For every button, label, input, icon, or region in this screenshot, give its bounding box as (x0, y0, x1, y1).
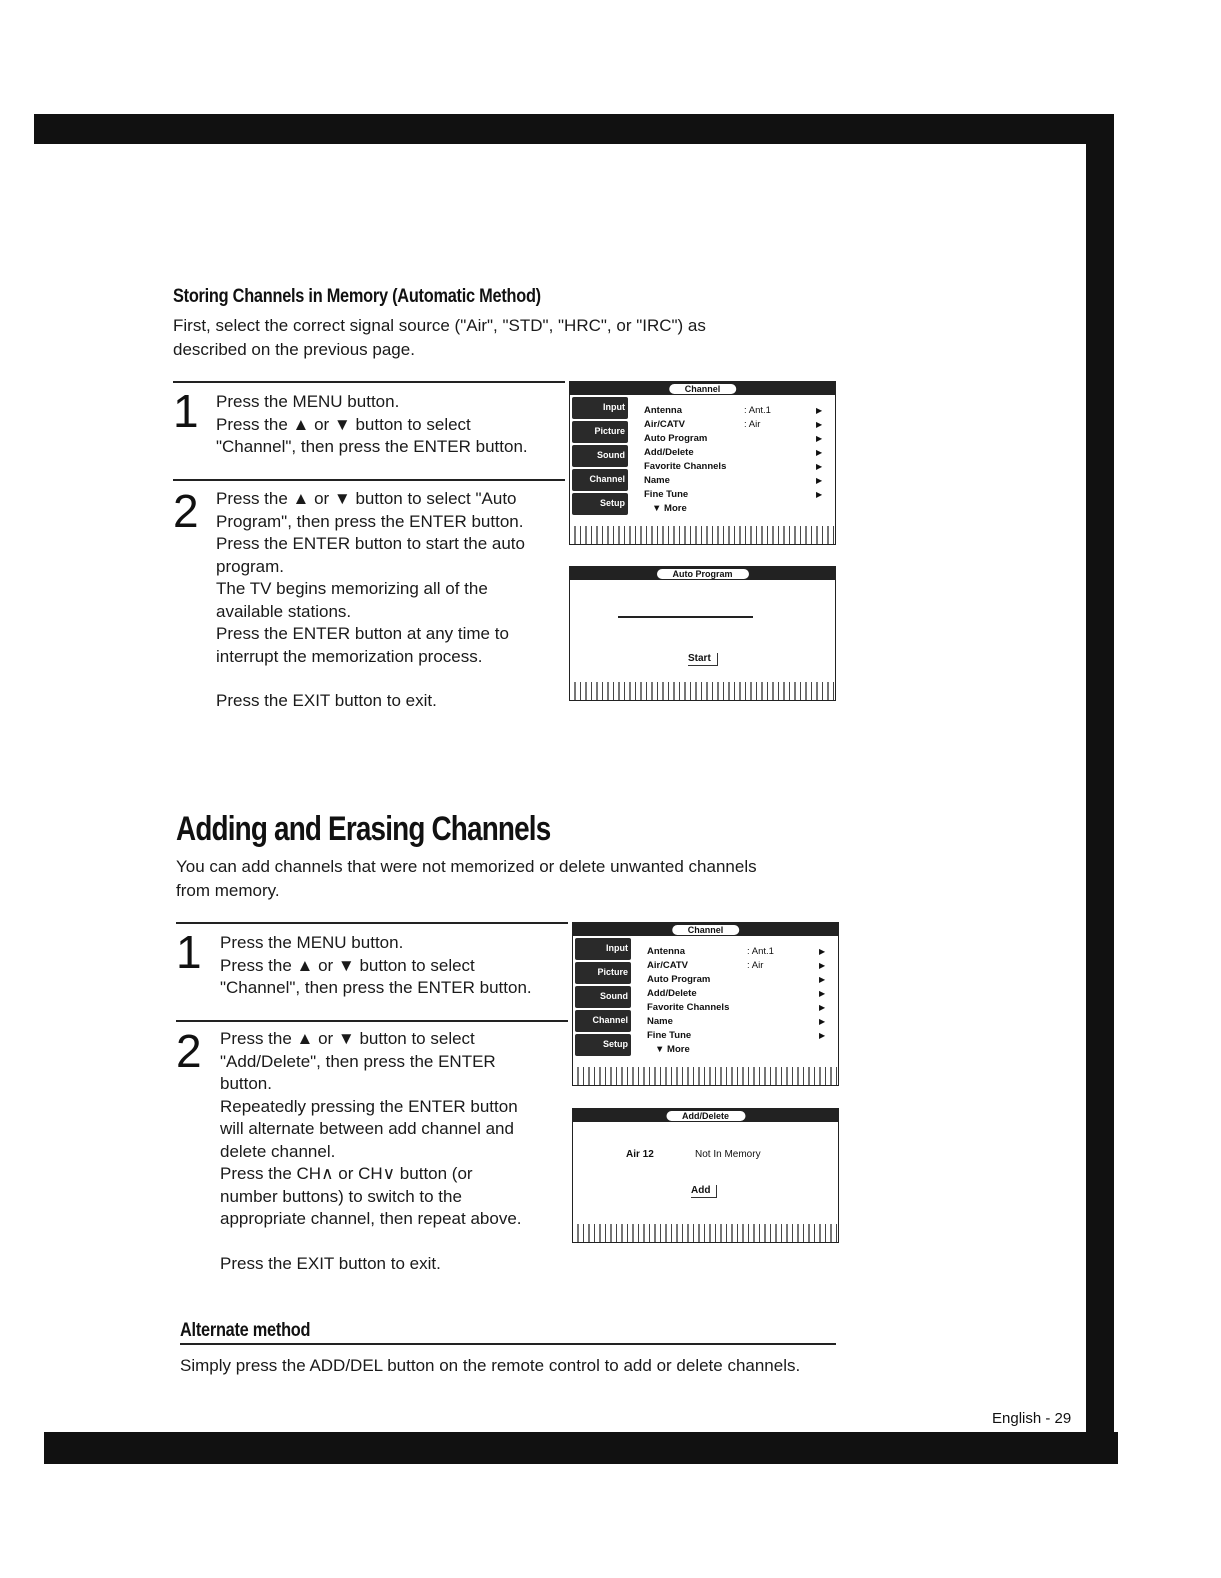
progress-line (618, 616, 753, 618)
s1-step2-line: program. (216, 556, 285, 576)
page-number: English - 29 (992, 1410, 1072, 1427)
tv-channel-menu-screen (569, 381, 836, 545)
osd-title: Channel (668, 383, 738, 395)
osd-menu-item: Antenna : Ant.1 ▶ (644, 405, 823, 416)
tv-auto-program-screen (569, 566, 836, 701)
tv-channel-menu-screen (572, 922, 839, 1086)
section2-heading: Adding and Erasing Channels (176, 810, 551, 848)
s1-step2-line: The TV begins memorizing all of the (216, 579, 488, 598)
step2-divider (173, 479, 565, 481)
arrow-right-icon: ▶ (819, 1031, 826, 1040)
arrow-right-icon: ▶ (816, 462, 823, 471)
osd-menu-item: Favorite Channels ▶ (644, 461, 823, 472)
s2-step2-line: number buttons) to switch to the (220, 1186, 462, 1206)
osd-title: Auto Program (655, 568, 749, 580)
osd-title: Add/Delete (665, 1110, 746, 1122)
osd-menu-item: Name ▶ (647, 1016, 826, 1027)
arrow-right-icon: ▶ (816, 490, 823, 499)
s2-step2-line: Press the CH∧ or CH∨ button (or (220, 1164, 473, 1183)
s1-step1-line: "Channel", then press the ENTER button. (216, 437, 528, 456)
s1-step2-line: Press the ▲ or ▼ button to select "Auto (216, 489, 517, 508)
arrow-right-icon: ▶ (819, 947, 826, 956)
osd-footer (570, 682, 835, 700)
s2-step1-text (220, 932, 532, 1000)
arrow-right-icon: ▶ (819, 961, 826, 970)
s2-step2-line: Press the ▲ or ▼ button to select (220, 1029, 475, 1048)
setup-icon: Setup (572, 493, 628, 515)
s1-step2-number: 2 (173, 485, 199, 537)
alternate-heading: Alternate method (180, 1320, 311, 1341)
osd-title-bar (573, 1109, 838, 1122)
s1-step2-line: Press the ENTER button to start the auto (216, 534, 525, 553)
sound-icon: Sound (572, 445, 628, 467)
osd-footer (573, 1224, 838, 1242)
s1-step2-line: available stations. (216, 601, 352, 621)
step1-divider (173, 381, 565, 383)
osd-menu-item: Favorite Channels ▶ (647, 1002, 826, 1013)
osd-footer (570, 526, 835, 544)
s2-step1-line: Press the MENU button. (220, 933, 404, 952)
arrow-right-icon: ▶ (816, 434, 823, 443)
arrow-right-icon: ▶ (819, 1017, 826, 1026)
picture-icon: Picture (575, 962, 631, 984)
section1-heading: Storing Channels in Memory (Automatic Method) (173, 286, 541, 307)
osd-menu-item: Add/Delete ▶ (647, 988, 826, 999)
s1-step2-line: Press the ENTER button at any time to (216, 624, 509, 643)
section2-intro-line2: from memory. (176, 881, 280, 900)
s2-step2-line: delete channel. (220, 1141, 336, 1161)
arrow-right-icon: ▶ (816, 448, 823, 457)
setup-icon: Setup (575, 1034, 631, 1056)
top-black-bar (34, 114, 1114, 144)
s1-step1-text (216, 391, 528, 459)
osd-menu-item: Auto Program ▶ (644, 433, 823, 444)
section1-intro-line1: First, select the correct signal source ("Air", "STD", "HRC", or "IRC") as (173, 316, 706, 335)
add-button: Add (691, 1185, 717, 1198)
tv-add-delete-screen (572, 1108, 839, 1243)
osd-more: ▼ More (652, 503, 687, 514)
start-button: Start (688, 653, 718, 666)
input-icon: Input (575, 938, 631, 960)
s2-step2-exit: Press the EXIT button to exit. (220, 1253, 441, 1273)
sound-icon: Sound (575, 986, 631, 1008)
osd-more: ▼ More (655, 1044, 690, 1055)
s2-step2-line: appropriate channel, then repeat above. (220, 1209, 522, 1228)
arrow-right-icon: ▶ (816, 406, 823, 415)
s2-step2-line: will alternate between add channel and (220, 1119, 514, 1138)
section1-intro-line2: described on the previous page. (173, 340, 415, 359)
input-icon: Input (572, 397, 628, 419)
s1-step2-line: interrupt the memorization process. (216, 646, 483, 666)
s2-step1-line: "Channel", then press the ENTER button. (220, 978, 532, 997)
s1-step1-number: 1 (173, 385, 199, 437)
osd-menu-item: Air/CATV : Air ▶ (647, 960, 826, 971)
osd-title-bar (570, 382, 835, 395)
s1-step2-text (216, 488, 525, 713)
osd-menu-list (647, 945, 827, 1057)
osd-menu-item: Antenna : Ant.1 ▶ (647, 946, 826, 957)
osd-footer (573, 1067, 838, 1085)
osd-menu-item: Auto Program ▶ (647, 974, 826, 985)
step1-divider (176, 922, 568, 924)
s1-step1-line: Press the MENU button. (216, 392, 400, 411)
bottom-black-bar (44, 1432, 1118, 1464)
section2-intro-line1: You can add channels that were not memorized or delete unwanted channels (176, 857, 757, 876)
osd-sidebar (570, 395, 630, 526)
step2-divider (176, 1020, 568, 1022)
channel-number: Air 12 (626, 1149, 654, 1160)
arrow-right-icon: ▶ (819, 989, 826, 998)
osd-menu-list (644, 404, 824, 516)
arrow-right-icon: ▶ (819, 1003, 826, 1012)
osd-title-bar (570, 567, 835, 580)
osd-menu-item: Air/CATV : Air ▶ (644, 419, 823, 430)
right-black-bar (1086, 114, 1114, 1434)
s1-step2-line: Program", then press the ENTER button. (216, 511, 524, 531)
s2-step2-line: button. (220, 1074, 272, 1093)
picture-icon: Picture (572, 421, 628, 443)
s1-step2-exit: Press the EXIT button to exit. (216, 691, 437, 710)
s2-step2-text (220, 1028, 522, 1275)
s2-step1-number: 1 (176, 926, 202, 978)
s2-step2-number: 2 (176, 1025, 202, 1077)
osd-title-bar (573, 923, 838, 936)
s2-step2-line: Repeatedly pressing the ENTER button (220, 1096, 518, 1116)
s1-step1-line: Press the ▲ or ▼ button to select (216, 414, 471, 434)
osd-menu-item: Add/Delete ▶ (644, 447, 823, 458)
alternate-text: Simply press the ADD/DEL button on the remote control to add or delete channels. (180, 1356, 801, 1375)
s2-step2-line: "Add/Delete", then press the ENTER (220, 1051, 496, 1071)
osd-title: Channel (671, 924, 741, 936)
s2-step1-line: Press the ▲ or ▼ button to select (220, 955, 475, 975)
arrow-right-icon: ▶ (819, 975, 826, 984)
osd-menu-item: Name ▶ (644, 475, 823, 486)
arrow-right-icon: ▶ (816, 476, 823, 485)
channel-icon: Channel (575, 1010, 631, 1032)
osd-sidebar (573, 936, 633, 1067)
arrow-right-icon: ▶ (816, 420, 823, 429)
osd-menu-item: Fine Tune ▶ (647, 1030, 826, 1041)
alternate-divider (180, 1343, 836, 1345)
memory-status: Not In Memory (695, 1149, 761, 1160)
osd-menu-item: Fine Tune ▶ (644, 489, 823, 500)
channel-icon: Channel (572, 469, 628, 491)
